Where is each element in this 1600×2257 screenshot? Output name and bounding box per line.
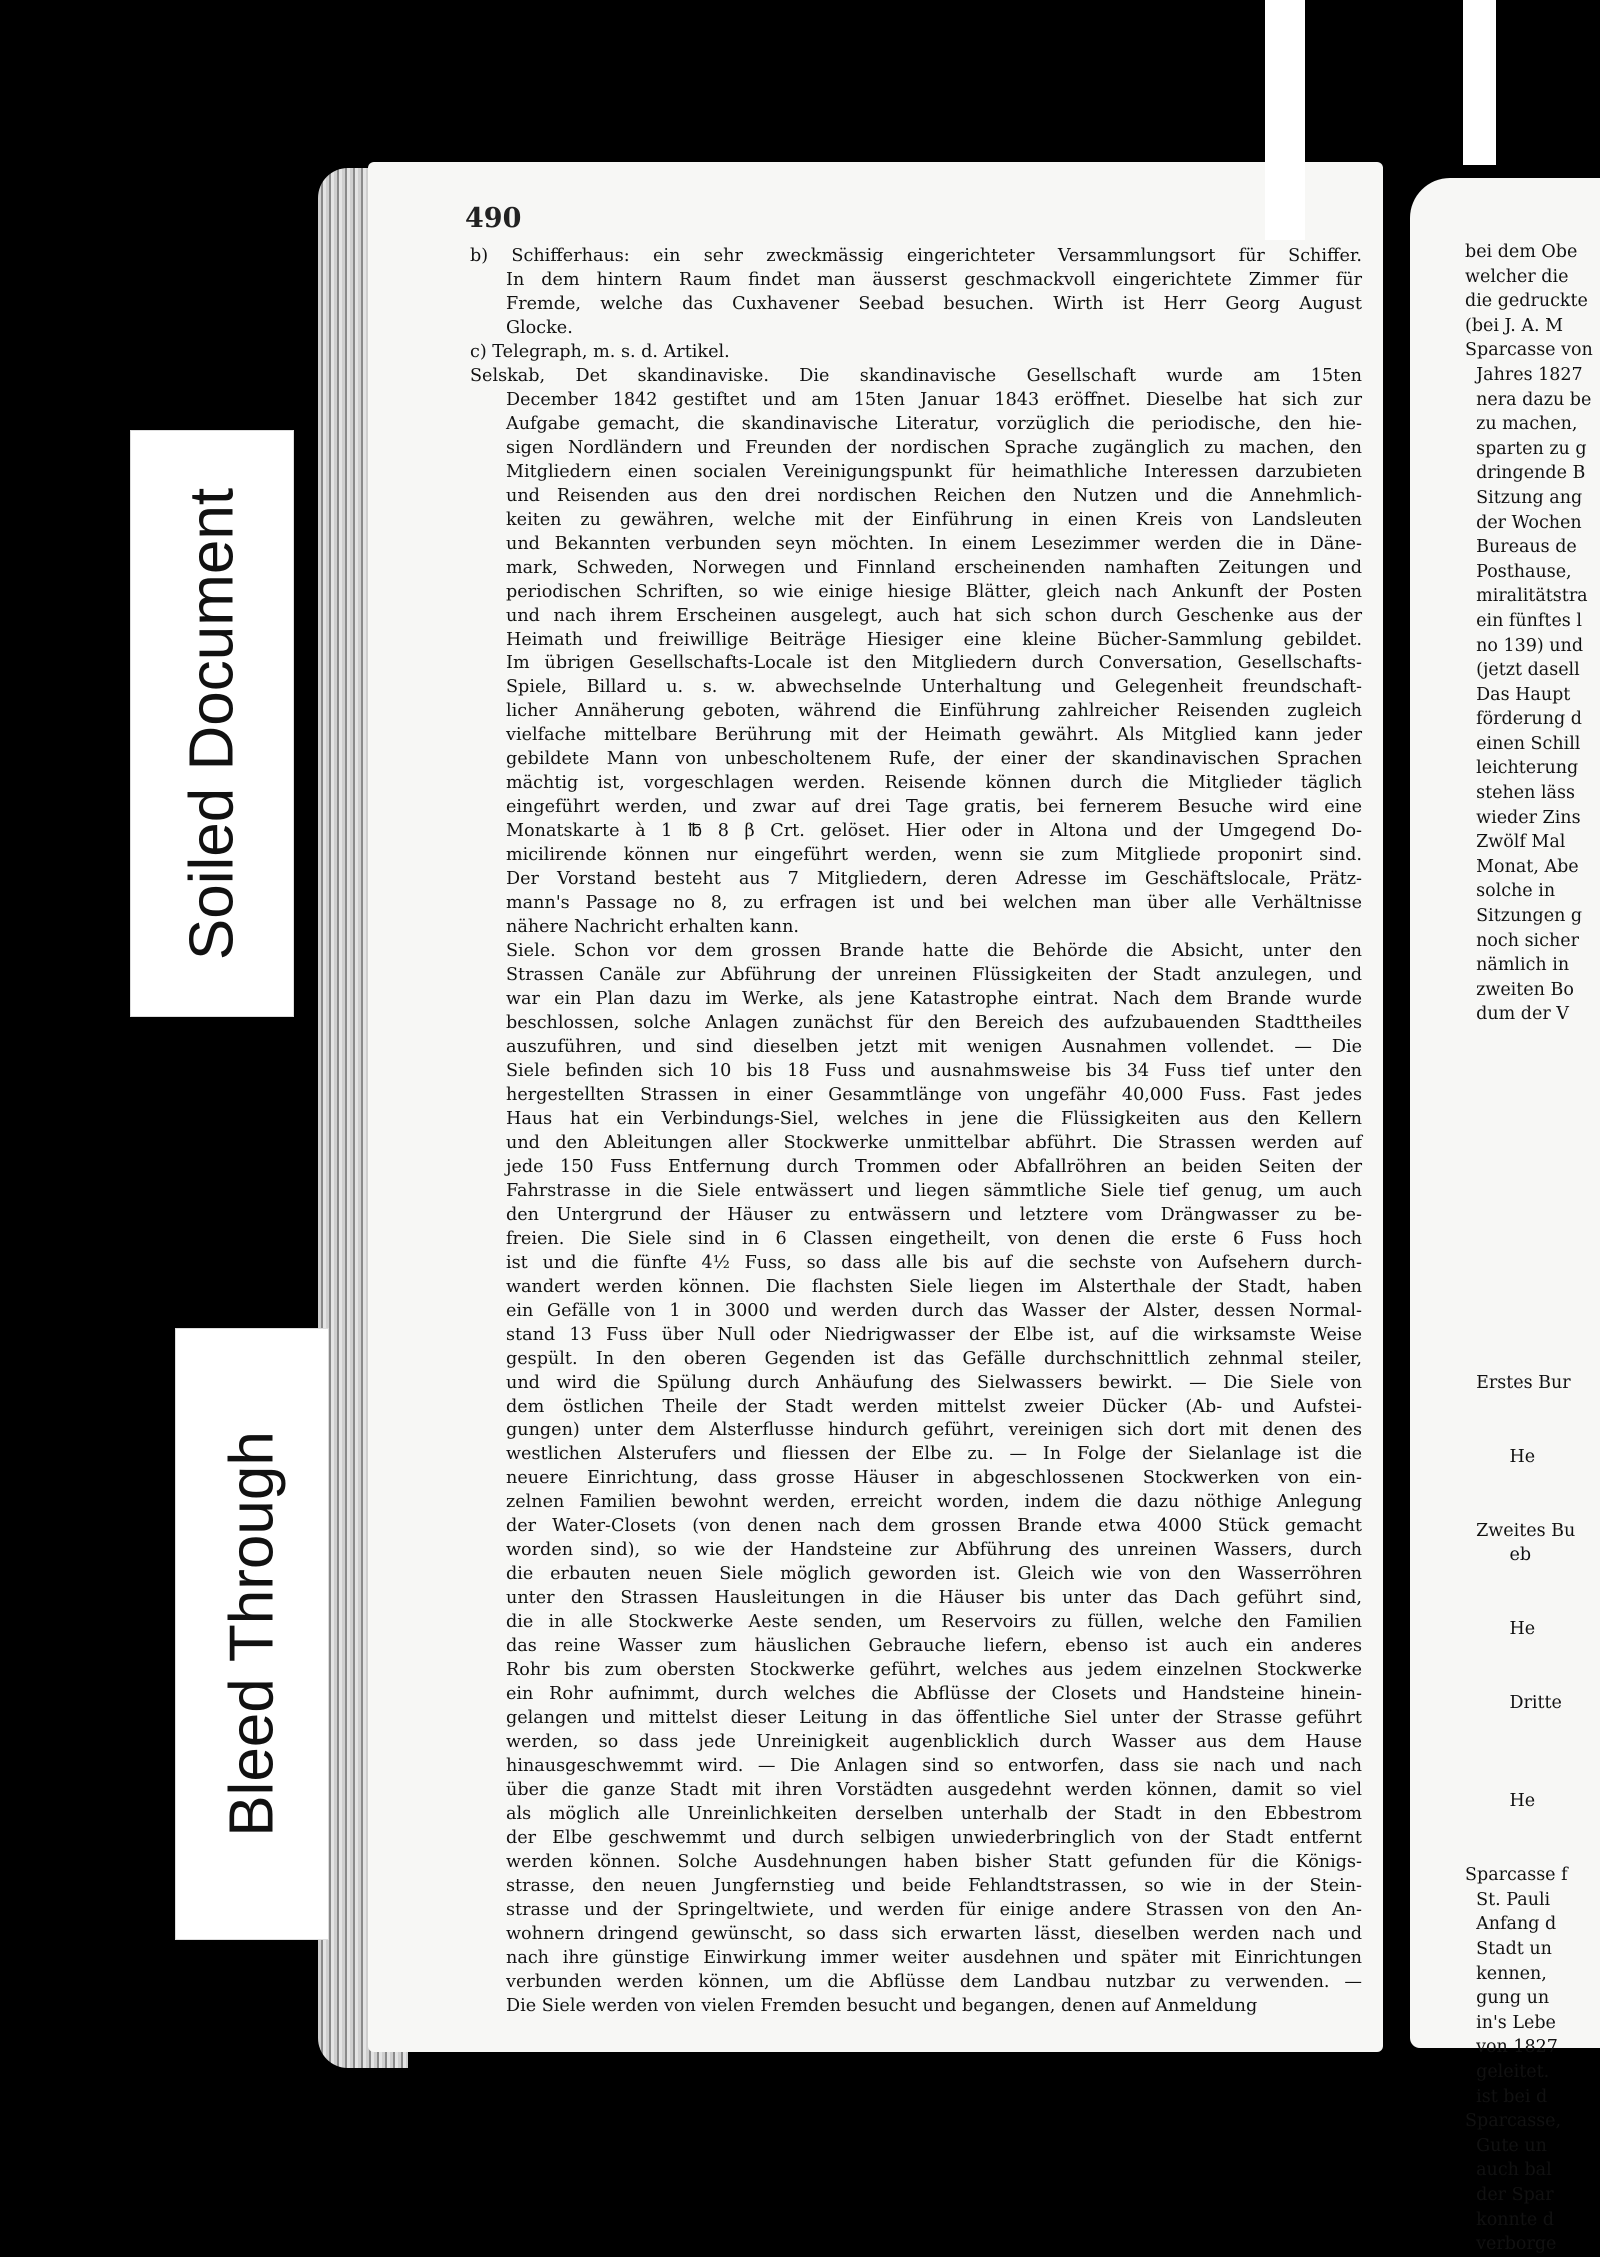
right-page-line xyxy=(1465,1298,1600,1323)
right-page-line: Sitzungen g xyxy=(1465,906,1583,927)
soiled-document-tab xyxy=(130,430,294,1017)
right-page-line: He xyxy=(1465,1619,1536,1640)
right-page-line: nera dazu be xyxy=(1465,389,1592,410)
text-line: gebildete Mann von unbescholtenem Rufe, der einer der skandinavischen Sprachen xyxy=(506,749,1362,770)
text-line: b) Schifferhaus: ein sehr zweckmässig eingerichteter Versammlungsort für Schiffer. xyxy=(470,246,1362,266)
text-line: auszuführen, und sind dieselben jetzt mit wenigen Ausnahmen vollendet. — Die xyxy=(506,1036,1362,1057)
text-line: Siele. Schon vor dem grossen Brande hatte die Behörde die Absicht, unter den xyxy=(506,941,1362,962)
right-page-line xyxy=(1465,1470,1600,1495)
right-page-line: der Wochen xyxy=(1465,512,1582,533)
right-page-line: noch sicher xyxy=(1465,930,1579,951)
text-line: sigen Nordländern und Freunden der nordischen Sprache zugänglich zu machen, den xyxy=(506,437,1362,458)
right-page-line: Posthause, xyxy=(1465,561,1572,582)
text-line: Fremde, welche das Cuxhavener Seebad besuchen. Wirth ist Herr Georg August xyxy=(506,293,1362,314)
right-page-line: Monat, Abe xyxy=(1465,856,1579,877)
right-page-line: auch bal xyxy=(1465,2160,1552,2181)
right-page-line xyxy=(1465,1568,1600,1593)
right-page-line: wieder Zins xyxy=(1465,807,1581,828)
text-line: strasse und der Springeltwiete, und werden für einige andere Strassen von den An- xyxy=(506,1899,1362,1920)
text-line: mann's Passage no 8, zu erfragen ist und bei welchen man über alle Verhältnisse xyxy=(506,893,1362,914)
right-page-line xyxy=(1465,1839,1600,1864)
right-page-line: der Spar xyxy=(1465,2184,1554,2205)
right-page-line xyxy=(1465,1740,1600,1765)
right-page-line xyxy=(1465,1052,1600,1077)
text-line: Heimath und freiwillige Beiträge Hiesiger eine kleine Bücher-Sammlung gebildet. xyxy=(506,629,1362,650)
text-line: Die Siele werden von vielen Fremden besucht und begangen, denen auf Anmeldung xyxy=(506,1995,1258,2016)
text-line: hergestellten Strassen in einer Gesammtlänge von ungefähr 40,000 Fuss. Fast jedes xyxy=(506,1084,1362,1105)
text-line: periodischen Schriften, so wie einige hiesige Blätter, gleich nach Ankunft der Posten xyxy=(506,581,1362,602)
right-page-line xyxy=(1465,1101,1600,1126)
text-line: neuere Einrichtung, dass grosse Häuser in abgeschlossenen Stockwerken von ein- xyxy=(506,1468,1362,1489)
right-page-line: ein fünftes l xyxy=(1465,610,1582,631)
text-line: das reine Wasser zum häuslichen Gebrauche liefern, ebenso ist auch ein anderes xyxy=(506,1636,1362,1657)
right-page-line: Erstes Bur xyxy=(1465,1373,1571,1394)
text-line: Mitgliedern einen socialen Vereinigungspunkt für heimathliche Interessen darzubieten xyxy=(506,461,1362,482)
text-line: Haus hat ein Verbindungs-Siel, welches in jene die Flüssigkeiten aus den Kellern xyxy=(506,1108,1362,1129)
right-page-line: bei dem Obe xyxy=(1465,242,1578,262)
text-line: zelnen Familien bewohnt werden, erreicht worden, indem die dazu nöthige Anlegung xyxy=(506,1492,1362,1513)
page-number: 490 xyxy=(465,203,522,234)
text-line: mark, Schweden, Norwegen und Finnland erscheinenden namhaften Zeitungen und xyxy=(506,557,1362,578)
right-page-line: dum der V xyxy=(1465,1004,1569,1025)
right-page-line: zweiten Bo xyxy=(1465,979,1574,1000)
right-page-line: ist bei d xyxy=(1465,2086,1548,2107)
text-line: war ein Plan dazu im Werke, als jene Katastrophe eintrat. Nach dem Brande wurde xyxy=(506,989,1362,1010)
text-line: Spiele, Billard u. s. w. abwechselnde Unterhaltung und Gelegenheit freundschaft- xyxy=(506,677,1362,698)
right-page-line: Sparcasse von xyxy=(1465,340,1593,361)
right-page-line: die gedruckte xyxy=(1465,291,1588,312)
text-line: dem östlichen Theile der Stadt werden mittelst zweier Dücker (Ab- und Aufstei- xyxy=(506,1396,1362,1417)
text-line: gelangen und mittelst dieser Leitung in das öffentliche Siel unter der Strasse geführt xyxy=(506,1708,1362,1729)
text-line: Fahrstrasse in die Siele entwässert und liegen sämmtliche Siele tief genug, um auch xyxy=(506,1180,1362,1201)
right-page-line: sparten zu g xyxy=(1465,438,1587,459)
soiled-document-label: Soiled Document xyxy=(177,487,247,960)
text-line: hinausgeschwemmt wird. — Die Anlagen sind so entworfen, dass sie nach und nach xyxy=(506,1756,1362,1777)
right-page-line xyxy=(1465,1248,1600,1273)
text-line: werden können. Solche Ausdehnungen haben bisher Statt gefunden für die Königs- xyxy=(506,1851,1362,1872)
page-text xyxy=(470,245,1362,2019)
right-page-line xyxy=(1465,1396,1600,1421)
right-page-line xyxy=(1465,1494,1600,1519)
text-line: wohnern dringend gewünscht, so dass sich erwarten lässt, dieselben werden nach und xyxy=(506,1923,1362,1944)
text-line: c) Telegraph, m. s. d. Artikel. xyxy=(470,341,730,362)
text-line: Siele befinden sich 10 bis 18 Fuss und ausnahmsweise bis 34 Fuss tief unter den xyxy=(506,1060,1362,1081)
right-page-line: konnte d xyxy=(1465,2209,1554,2230)
text-line: micilirende können nur eingeführt werden, wenn sie zum Mitgliede proponirt sind. xyxy=(506,845,1362,866)
right-page-line: geleitet. xyxy=(1465,2061,1550,2082)
right-page-line xyxy=(1465,1765,1600,1790)
text-line: Glocke. xyxy=(506,317,573,338)
text-line: mächtig ist, vorgeschlagen werden. Reisende können durch die Mitglieder täglich xyxy=(506,773,1362,794)
text-line: die erbauten neuen Siele möglich geworden ist. Gleich wie von den Wasserröhren xyxy=(506,1564,1362,1585)
text-line: gungen) unter dem Alsterflusse hindurch geführt, vereinigen sich dort mit denen des xyxy=(506,1420,1362,1441)
text-line: unter den Strassen Hausleitungen in die Häuser bis unter das Dach geführt sind, xyxy=(506,1588,1362,1609)
right-page-line xyxy=(1465,1593,1600,1618)
right-page-line: St. Pauli xyxy=(1465,1889,1551,1910)
tape-strip xyxy=(1265,0,1305,240)
right-page-line: kennen, xyxy=(1465,1963,1547,1984)
bleed-through-label: Bleed Through xyxy=(217,1431,287,1837)
bleed-through-tab xyxy=(175,1328,329,1940)
right-page-line xyxy=(1465,1814,1600,1839)
right-page-line: Gute un xyxy=(1465,2135,1547,2156)
text-line: Der Vorstand besteht aus 7 Mitgliedern, deren Adresse im Geschäftslocale, Prätz- xyxy=(506,869,1362,890)
text-line: eingeführt werden, und zwar auf drei Tage gratis, bei fernerem Besuche wird eine xyxy=(506,797,1362,818)
text-line: und Bekannten verbunden seyn möchten. In einem Lesezimmer werden die in Däne- xyxy=(506,533,1362,554)
right-page-line: Anfang d xyxy=(1465,1914,1557,1935)
text-line: worden sind), so wie der Handsteine zur Abführung des unreinen Wassers, durch xyxy=(506,1540,1362,1561)
right-page-line: gung un xyxy=(1465,1988,1550,2009)
text-line: Im übrigen Gesellschafts-Locale ist den Mitgliedern durch Conversation, Gesellschafts- xyxy=(506,653,1362,674)
text-line: stand 13 Fuss über Null oder Niedrigwasser der Elbe ist, auf die wirksamste Weise xyxy=(506,1324,1362,1345)
text-line: ein Rohr aufnimmt, durch welches die Abflüsse der Closets und Handsteine hinein- xyxy=(506,1684,1362,1705)
right-page-line xyxy=(1465,1666,1600,1691)
text-line: December 1842 gestiftet und am 15ten Januar 1843 eröffnet. Dieselbe hat sich zur xyxy=(506,389,1362,410)
text-line: die in alle Stockwerke Aeste senden, um Reservoirs zu füllen, welche den Familien xyxy=(506,1612,1362,1633)
text-line: In dem hintern Raum findet man äusserst geschmackvoll eingerichtete Zimmer für xyxy=(506,269,1362,290)
right-page-line: einen Schill xyxy=(1465,733,1581,754)
text-line: den Untergrund der Häuser zu entwässern und letztere vom Drängwasser zu be- xyxy=(506,1204,1362,1225)
right-page-line: solche in xyxy=(1465,881,1556,902)
text-line: und wird die Spülung durch Anhäufung des Sielwassers bewirkt. — Die Siele von xyxy=(506,1372,1362,1393)
text-line: wandert werden können. Die flachsten Siele liegen im Alsterthale der Stadt, haben xyxy=(506,1276,1362,1297)
right-page-line xyxy=(1465,1224,1600,1249)
right-page-line: von 1827 xyxy=(1465,2037,1558,2058)
text-line: gespült. In den oberen Gegenden ist das Gefälle durchschnittlich zehnmal steiler, xyxy=(506,1348,1362,1369)
right-page-line: no 139) und xyxy=(1465,635,1584,656)
text-line: Rohr bis zum obersten Stockwerke geführt, welches aus jedem einzelnen Stockwerke xyxy=(506,1660,1362,1681)
text-line: ist und die fünfte 4½ Fuss, so dass alle bis auf die sechste von Aufsehern durch- xyxy=(506,1252,1362,1273)
right-page-line: Sitzung ang xyxy=(1465,487,1583,508)
right-page-line xyxy=(1465,1175,1600,1200)
right-page-line: Zweites Bu xyxy=(1465,1520,1576,1541)
right-page-line xyxy=(1465,1199,1600,1224)
right-page-line: Sparcasse, xyxy=(1465,2111,1562,2132)
text-line: vielfache mittelbare Berührung mit der Heimath gewährt. Als Mitglied kann jeder xyxy=(506,725,1362,746)
text-line: der Elbe geschwemmt und durch selbigen unwiederbringlich von der Stadt entfernt xyxy=(506,1827,1362,1848)
right-page-line: zu machen, xyxy=(1465,414,1578,435)
right-page-line: Bureaus de xyxy=(1465,537,1577,558)
right-page-line xyxy=(1465,1347,1600,1372)
right-page-line xyxy=(1465,1273,1600,1298)
text-line: verbunden werden können, um die Abflüsse dem Landbau nutzbar zu verwenden. — xyxy=(506,1971,1362,1992)
right-page-line xyxy=(1465,1322,1600,1347)
right-page-line: welcher die xyxy=(1465,266,1569,287)
right-page-line: förderung d xyxy=(1465,709,1582,730)
right-page-line: leichterung xyxy=(1465,758,1579,779)
right-page-line: Das Haupt xyxy=(1465,684,1571,705)
right-page-line xyxy=(1465,1642,1600,1667)
right-page-line: verborge xyxy=(1465,2234,1557,2255)
tape-strip xyxy=(1463,0,1496,165)
text-line: strasse, den neuen Jungfernstieg und beide Fehlandtstrassen, so wie in der Stein- xyxy=(506,1875,1362,1896)
right-page-line xyxy=(1465,1716,1600,1741)
text-line: nach ihre günstige Einwirkung immer weiter ausdehnen und später mit Einrichtungen xyxy=(506,1947,1362,1968)
right-page-line: (jetzt dasell xyxy=(1465,660,1580,681)
right-page-line xyxy=(1465,1150,1600,1175)
right-page-text xyxy=(1465,240,1600,2257)
right-page-line xyxy=(1465,1027,1600,1052)
text-line: jede 150 Fuss Entfernung durch Trommen oder Abfallröhren an beiden Seiten der xyxy=(506,1156,1362,1177)
right-page-line: stehen läss xyxy=(1465,783,1575,804)
text-line: nähere Nachricht erhalten kann. xyxy=(506,917,800,938)
text-line: ein Gefälle von 1 in 3000 und werden durch das Wasser der Alster, dessen Normal- xyxy=(506,1300,1362,1321)
text-line: über die ganze Stadt mit ihren Vorstädten ausgedehnt werden können, damit so viel xyxy=(506,1780,1362,1800)
text-line: und Reisenden aus den drei nordischen Reichen den Nutzen und die Annehmlich- xyxy=(506,485,1362,506)
text-line: freien. Die Siele sind in 6 Classen eingetheilt, von denen die erste 6 Fuss hoch xyxy=(506,1228,1362,1249)
right-page-line: Jahres 1827 xyxy=(1465,364,1583,385)
right-page-line: miralitätstra xyxy=(1465,586,1588,607)
text-line: als möglich alle Unreinlichkeiten derselben unterhalb der Stadt in den Ebbestrom xyxy=(506,1803,1362,1824)
right-page-line xyxy=(1465,1125,1600,1150)
right-page-line: Zwölf Mal xyxy=(1465,832,1566,853)
right-page-line: eb xyxy=(1465,1545,1532,1566)
right-page-line: He xyxy=(1465,1447,1536,1468)
right-page-line: Dritte xyxy=(1465,1693,1562,1714)
right-page-line xyxy=(1465,1421,1600,1446)
right-page-line: dringende B xyxy=(1465,463,1586,484)
right-page-line: Stadt un xyxy=(1465,1938,1552,1959)
text-line: licher Annäherung geboten, während die Einführung zahlreicher Reisenden zugleich xyxy=(506,701,1362,722)
text-line: Monatskarte à 1 ℔ 8 β Crt. gelöset. Hier oder in Altona und der Umgegend Do- xyxy=(506,821,1362,842)
text-line: beschlossen, solche Anlagen zunächst für den Bereich des aufzubauenden Stadttheiles xyxy=(506,1013,1362,1033)
text-line: Aufgabe gemacht, die skandinavische Literatur, vorzüglich die periodische, den hie- xyxy=(506,413,1362,434)
right-page-line: Sparcasse f xyxy=(1465,1865,1568,1886)
text-line: keiten zu gewähren, welche mit der Einführung in einen Kreis von Landsleuten xyxy=(506,509,1362,530)
right-page-line: (bei J. A. M xyxy=(1465,315,1564,336)
text-line: der Water-Closets (von denen nach dem grossen Brande etwa 4000 Stück gemacht xyxy=(506,1516,1362,1537)
text-line: werden, so dass jede Unreinigkeit augenblicklich durch Wasser aus dem Hause xyxy=(506,1732,1362,1753)
text-line: und nach ihrem Erscheinen ausgelegt, auch hat sich schon durch Geschenke aus der xyxy=(506,605,1362,626)
right-page-line xyxy=(1465,1076,1600,1101)
text-line: Strassen Canäle zur Abführung der unreinen Flüssigkeiten der Stadt anzulegen, und xyxy=(506,965,1362,986)
right-page-line: in's Lebe xyxy=(1465,2012,1556,2033)
text-line: Selskab, Det skandinaviske. Die skandinavische Gesellschaft wurde am 15ten xyxy=(470,365,1362,386)
right-page-line: nämlich in xyxy=(1465,955,1570,976)
text-line: und den Ableitungen aller Stockwerke unmittelbar abführt. Die Strassen werden auf xyxy=(506,1132,1362,1153)
text-line: westlichen Alsterufers und fliessen der Elbe zu. — In Folge der Sielanlage ist die xyxy=(506,1444,1362,1465)
right-page-line: He xyxy=(1465,1791,1536,1812)
